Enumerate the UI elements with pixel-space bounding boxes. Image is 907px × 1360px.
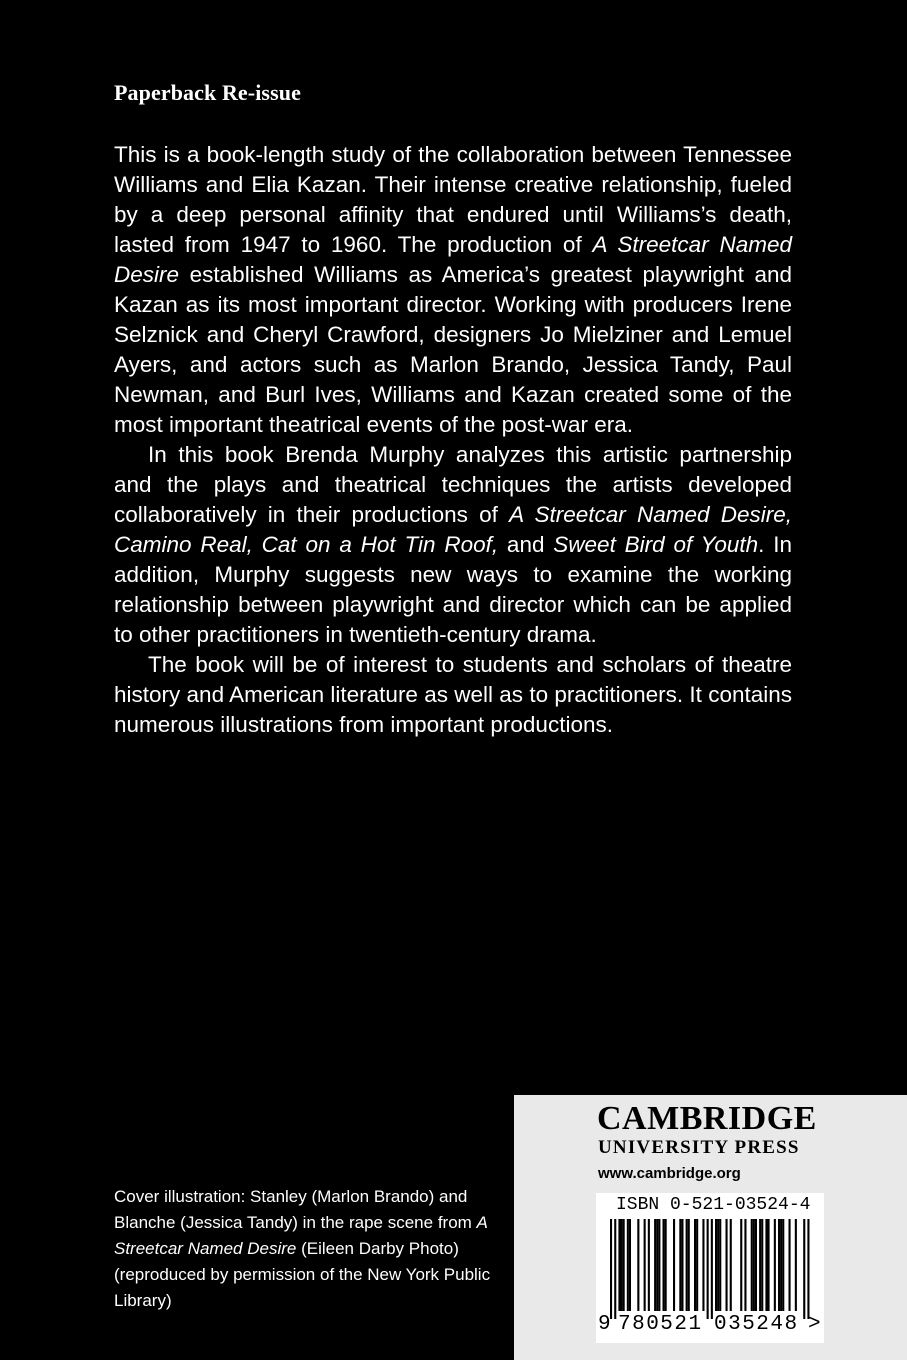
barcode-bars bbox=[610, 1219, 810, 1319]
barcode-bar bbox=[740, 1219, 742, 1311]
barcode-bar bbox=[610, 1219, 612, 1319]
barcode-bar bbox=[719, 1219, 721, 1311]
blurb-p2-title: Sweet Bird of Youth bbox=[553, 532, 759, 557]
barcode-bar bbox=[730, 1219, 732, 1311]
barcode-bar bbox=[654, 1219, 656, 1311]
blurb-p2-and: and bbox=[498, 532, 554, 557]
heading: Paperback Re-issue bbox=[114, 80, 301, 105]
barcode-bar bbox=[679, 1219, 681, 1311]
barcode-bar bbox=[782, 1219, 784, 1311]
barcode-digits-right: 035248 bbox=[714, 1313, 799, 1336]
barcode bbox=[596, 1193, 824, 1343]
barcode-digit-first: 9 bbox=[598, 1313, 611, 1336]
barcode-bar bbox=[629, 1219, 631, 1311]
credit-title: A Streetcar Named Desire bbox=[114, 1213, 488, 1258]
barcode-bar bbox=[663, 1219, 665, 1311]
barcode-bar bbox=[702, 1219, 704, 1311]
barcode-bar bbox=[715, 1219, 717, 1311]
barcode-bar bbox=[688, 1219, 690, 1311]
blurb-paragraph-3: The book will be of interest to students and scholars of theatre history and American literature as well as to practitioners. It contains numerous illustrations from important productions. bbox=[114, 652, 792, 737]
blurb-p1-text: This is a book-length study of the collaboration between Tennessee Williams and Elia Kazan. Their intense creative relationship, fueled by a deep personal affinity that endured until Williams’s death, lasted from 1947 to 1960. The production of bbox=[114, 142, 792, 257]
barcode-bar bbox=[656, 1219, 658, 1311]
barcode-digits bbox=[596, 1313, 824, 1341]
barcode-bar bbox=[686, 1219, 688, 1311]
barcode-bar bbox=[803, 1219, 805, 1319]
barcode-bar bbox=[637, 1219, 639, 1311]
publisher-subname: UNIVERSITY PRESS bbox=[598, 1137, 800, 1158]
barcode-bar bbox=[696, 1219, 698, 1311]
blurb-p1-title: A Streetcar Named Desire bbox=[114, 232, 792, 287]
barcode-bar bbox=[673, 1219, 675, 1311]
barcode-arrow: > bbox=[808, 1313, 821, 1336]
barcode-bar bbox=[726, 1219, 728, 1311]
blurb-p2-titles: A Streetcar Named Desire, Camino Real, Cat on a Hot Tin Roof, bbox=[114, 502, 792, 557]
barcode-bar bbox=[759, 1219, 761, 1311]
blurb-p2-text-end: . In addition, Murphy suggests new ways to examine the working relationship between playwright and director which can be applied to other practitioners in twentieth-century drama. bbox=[114, 532, 792, 647]
blurb-paragraph-2 bbox=[114, 440, 792, 650]
barcode-bar bbox=[627, 1219, 629, 1311]
barcode-bar bbox=[753, 1219, 755, 1311]
barcode-bar bbox=[778, 1219, 780, 1311]
barcode-bar bbox=[648, 1219, 650, 1311]
publisher-url: www.cambridge.org bbox=[598, 1165, 741, 1182]
barcode-bar bbox=[614, 1219, 616, 1319]
barcode-bar bbox=[807, 1219, 809, 1319]
barcode-bar bbox=[789, 1219, 791, 1311]
barcode-bar bbox=[780, 1219, 782, 1311]
cover-credit bbox=[114, 1184, 494, 1314]
barcode-bar bbox=[774, 1219, 776, 1311]
credit-text-end: (Eileen Darby Photo) (reproduced by permission of the New York Public Library) bbox=[114, 1239, 491, 1310]
publisher-panel bbox=[514, 1095, 907, 1360]
barcode-bar bbox=[755, 1219, 757, 1311]
barcode-bar bbox=[717, 1219, 719, 1311]
barcode-bar bbox=[644, 1219, 646, 1311]
barcode-bar bbox=[751, 1219, 753, 1311]
blurb-paragraph-1 bbox=[114, 140, 792, 440]
barcode-bar bbox=[711, 1219, 713, 1319]
blurb bbox=[114, 140, 792, 740]
barcode-bar bbox=[768, 1219, 770, 1311]
barcode-bar bbox=[761, 1219, 763, 1311]
publisher-logo: CAMBRIDGE bbox=[597, 1100, 817, 1137]
barcode-bar bbox=[694, 1219, 696, 1311]
isbn-label: ISBN 0-521-03524-4 bbox=[616, 1195, 811, 1215]
barcode-bar bbox=[765, 1219, 767, 1311]
barcode-bar bbox=[744, 1219, 746, 1311]
blurb-p1-text-end: established Williams as America’s greatest playwright and Kazan as its most important director. Working with producers Irene Selznick and Cheryl Crawford, designers Jo Mielziner and Lemuel Ayers, and actors such as Marlon Brando, Jessica Tandy, Paul Newman, and Burl Ives, Williams and Kazan created some of the most important theatrical events of the post-war era. bbox=[114, 262, 792, 437]
barcode-bar bbox=[795, 1219, 797, 1311]
barcode-bar bbox=[621, 1219, 623, 1311]
barcode-digits-left: 780521 bbox=[618, 1313, 703, 1336]
barcode-bar bbox=[623, 1219, 625, 1311]
credit-text: Cover illustration: Stanley (Marlon Brando) and Blanche (Jessica Tandy) in the rape scene from bbox=[114, 1187, 477, 1232]
barcode-bar bbox=[665, 1219, 667, 1311]
barcode-bar bbox=[707, 1219, 709, 1319]
barcode-bar bbox=[658, 1219, 660, 1311]
barcode-bar bbox=[618, 1219, 620, 1311]
blurb-p2-text: In this book Brenda Murphy analyzes this artistic partnership and the plays and theatrical techniques the artists developed collaboratively in their productions of bbox=[114, 442, 792, 527]
barcode-bar bbox=[681, 1219, 683, 1311]
